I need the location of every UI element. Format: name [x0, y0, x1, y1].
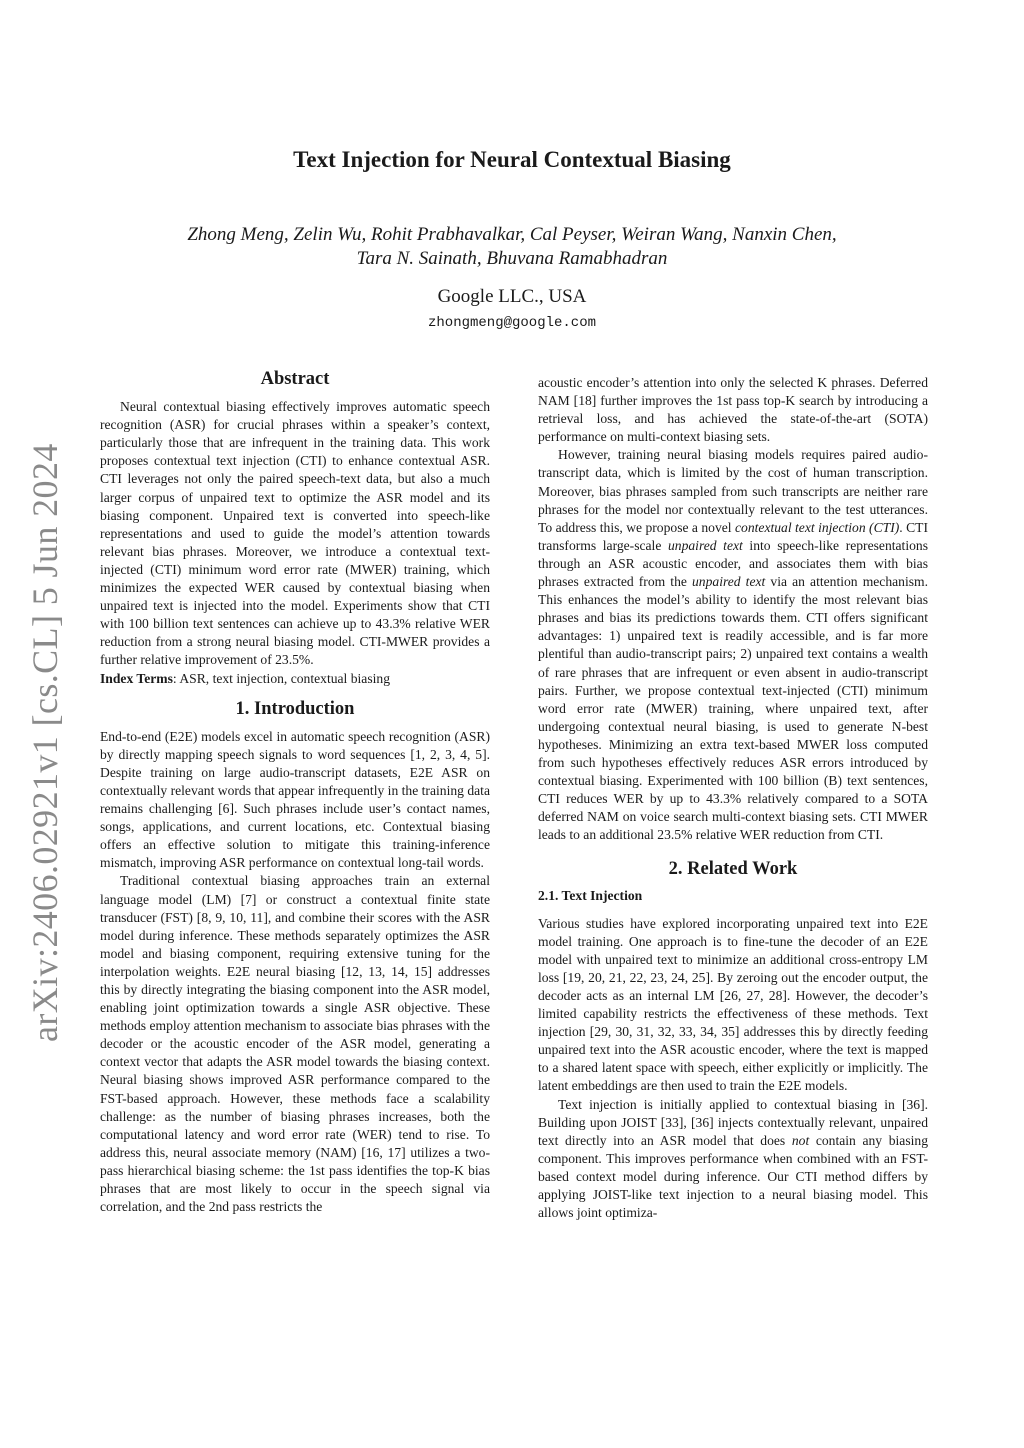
author-line-1: Zhong Meng, Zelin Wu, Rohit Prabhavalkar, Cal Peyser, Weiran Wang, Nanxin Chen, — [187, 224, 837, 245]
text-run: contain any biasing component. This improves performance when combined with an FST-based context model during inference. Our CTI method differs by applying JOIST-like text injection to a neural biasing model. This allows joint optimiza- — [538, 1132, 928, 1221]
affiliation: Google LLC., USA — [437, 286, 587, 307]
right-column — [538, 374, 928, 1222]
emphasis-unpaired-text: unpaired text — [667, 537, 743, 553]
emphasis-cti: contextual text injection (CTI) — [735, 519, 900, 535]
arxiv-identifier-stamp: arXiv:2406.02921v1 [cs.CL] 5 Jun 2024 — [25, 443, 65, 1042]
abstract-heading: Abstract — [260, 369, 330, 389]
text-run: via an attention mechanism. This enhances the model’s ability to identify the most relevant bias phrases and bias its predictions towards them. CTI offers significant advantages: 1) unpaired text is readily accessible, and is far more plentiful than audio-transcript pairs; 2) unpaired text contains a wealth of rare phrases that are infrequent or even absent in audio-transcript pairs. Further, we propose contextual text-injected (CTI) minimum word error rate (MWER) training, where unpaired text, after undergoing contextual neural biasing, is used to generate N-best hypotheses. Minimizing an extra text-based MWER loss computed from such hypotheses effectively reduces ASR errors introduced by contextual biasing. Experimented with 100 billion (B) text sentences, CTI reduces WER by up to 43.3% relatively compared to a SOTA deferred NAM on voice search multi-context biasing sets. CTI MWER leads to an additional 23.5% relative WER reduction from CTI. — [538, 574, 929, 843]
contact-email: zhongmeng@google.com — [427, 315, 597, 331]
text-run: Text injection is initially applied to contextual biasing in [36]. Building upon JOIST [33], [36] injects contextually relevant, unpaired text directly into an ASR model that does — [538, 1096, 928, 1148]
text-run: However, training neural biasing models requires paired audio-transcript data, which is limited by the cost of human transcription. Moreover, bias phrases sampled from such transcripts are neither rare phrases for the model nor contextually relevant to the test utterances. To address this, we propose a novel — [538, 447, 928, 535]
left-column — [100, 370, 490, 1216]
emphasis-unpaired-text: unpaired text — [692, 574, 766, 590]
related-work-heading: 2. Related Work — [668, 859, 798, 880]
introduction-heading: 1. Introduction — [235, 698, 355, 719]
intro-paragraph-1: End-to-end (E2E) models excel in automatic speech recognition (ASR) by directly mapping speech signals to word sequences [1, 2, 3, 4, 5]. Despite training on large audio-transcript datasets, E2E ASR on contextually relevant words that appear infrequently in the training data remains challenging [6]. Such phrases include user’s contact names, songs, applications, and current locations, etc. Contextual biasing offers an effective solution to mitigate this training-inference mismatch, improving ASR performance on contextual long-tail words. — [100, 728, 490, 871]
intro-paragraph-4 — [538, 446, 928, 844]
related-paragraph-1: Various studies have explored incorporating unpaired text into E2E model training. One approach is to fine-tune the decoder of an E2E model with unpaired text to minimize an additional cross-entropy LM loss [19, 20, 21, 22, 23, 24, 25]. By zeroing out the encoder output, the decoder acts as an internal LM [26, 27, 28]. However, the decoder’s limited capability restricts the effectiveness of these methods. Text injection [29, 30, 31, 32, 33, 34, 35] addresses this by directly feeding unpaired text into the ASR acoustic encoder, where the text is mapped to a shared latent space with speech, either explicitly or implicitly. The latent embeddings are then used to train the E2E models. — [538, 915, 928, 1094]
emphasis-not: not — [791, 1132, 810, 1148]
paper-title: Text Injection for Neural Contextual Biasing — [293, 147, 731, 172]
index-terms-list: : ASR, text injection, contextual biasing — [172, 670, 391, 686]
intro-paragraph-3: acoustic encoder’s attention into only the selected K phrases. Deferred NAM [18] further improves the 1st pass top-K search by introducing a retrieval loss, and has achieved the state-of-the-art (SOTA) performance on multi-context biasing sets. — [538, 375, 928, 445]
related-paragraph-2 — [538, 1096, 928, 1223]
text-injection-subheading: 2.1. Text Injection — [538, 887, 643, 903]
index-terms-label: Index Terms — [100, 670, 173, 686]
author-list — [130, 223, 894, 271]
index-terms — [100, 670, 490, 688]
text-run: into speech-like representations through an ASR acoustic encoder, and associates them with bias phrases extracted from the — [538, 537, 928, 590]
abstract-body: Neural contextual biasing effectively improves automatic speech recognition (ASR) for crucial phrases within a speaker’s context, particularly those that are infrequent in the training data. This work proposes contextual text injection (CTI) to enhance contextual ASR. CTI leverages not only the paired speech-text data, but also a much larger corpus of unpaired text to optimize the ASR model and its biasing component. Unpaired text is converted into speech-like representations and used to guide the model’s attention towards relevant bias phrases. Moreover, we introduce a contextual text-injected (CTI) minimum word error rate (MWER) training, which minimizes the expected WER caused by contextual biasing when unpaired text is injected into the model. Experiments show that CTI with 100 billion text sentences can achieve up to 43.3% relative WER reduction from a strong neural biasing model. CTI-MWER provides a further relative improvement of 23.5%. — [100, 399, 490, 668]
author-line-2: Tara N. Sainath, Bhuvana Ramabhadran — [356, 248, 668, 269]
text-run: . CTI transforms large-scale — [538, 519, 928, 553]
intro-paragraph-2: Traditional contextual biasing approaches train an external language model (LM) [7] or construct a contextual finite state transducer (FST) [8, 9, 10, 11], and combine their scores with the ASR model during inference. These methods separately optimizes the ASR model and biasing component, requiring extensive tuning for the interpolation weights. E2E neural biasing [12, 13, 14, 15] addresses this by directly integrating the biasing component into the ASR model, enabling joint optimization towards a single ASR objective. These methods employ attention mechanism to associate bias phrases with the decoder or the acoustic encoder of the ASR model, generating a context vector that adapts the ASR model towards the biasing context. Neural biasing shows improved ASR performance compared to the FST-based approach. However, these methods face a scalability challenge: as the number of biasing phrases increases, both the computational latency and word error rate (WER) tend to rise. To address this, neural associate memory (NAM) [16, 17] utilizes a two-pass hierarchical biasing scheme: the 1st pass identifies the top-K bias phrases that are most likely to occur in the speech signal via correlation, and the 2nd pass restricts the — [100, 873, 490, 1215]
